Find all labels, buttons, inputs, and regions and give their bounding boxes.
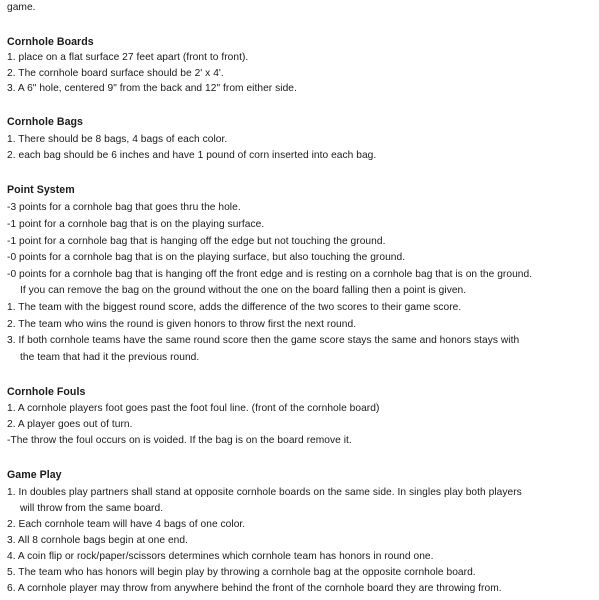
fouls-rule: 2. A player goes out of turn. xyxy=(7,419,133,430)
section-heading-fouls: Cornhole Fouls xyxy=(7,386,86,398)
fouls-rule: 1. A cornhole players foot goes past the foot foul line. (front of the cornhole board) xyxy=(7,403,380,414)
points-rule: -1 point for a cornhole bag that is on the playing surface. xyxy=(7,219,265,230)
points-rule-continuation: If you can remove the bag on the ground without the one on the board falling then a point is given. xyxy=(20,285,467,296)
boards-rule: 1. place on a flat surface 27 feet apart (front to front). xyxy=(7,52,249,63)
gameplay-rule: 4. A coin flip or rock/paper/scissors determines which cornhole team has honors in round one. xyxy=(7,551,434,562)
gameplay-rule: 6. A cornhole player may throw from anywhere behind the front of the cornhole board they are throwing from. xyxy=(7,583,502,594)
points-rule: 1. The team with the biggest round score, adds the difference of the two scores to their game score. xyxy=(7,302,462,313)
points-rule: -3 points for a cornhole bag that goes thru the hole. xyxy=(7,202,241,213)
gameplay-rule: 2. Each cornhole team will have 4 bags of one color. xyxy=(7,519,246,530)
points-rule: -1 point for a cornhole bag that is hanging off the edge but not touching the ground. xyxy=(7,236,386,247)
intro-text: game. xyxy=(7,2,36,13)
points-rule: 2. The team who wins the round is given honors to throw first the next round. xyxy=(7,319,357,330)
section-heading-points: Point System xyxy=(7,184,75,196)
gameplay-rule-continuation: will throw from the same board. xyxy=(20,503,164,514)
bags-rule: 2. each bag should be 6 inches and have 1 pound of corn inserted into each bag. xyxy=(7,150,377,161)
section-heading-boards: Cornhole Boards xyxy=(7,36,94,48)
gameplay-rule: 3. All 8 cornhole bags begin at one end. xyxy=(7,535,188,546)
bags-rule: 1. There should be 8 bags, 4 bags of each color. xyxy=(7,134,228,145)
gameplay-rule: 1. In doubles play partners shall stand at opposite cornhole boards on the same side. In singles play both players xyxy=(7,487,522,498)
section-heading-gameplay: Game Play xyxy=(7,469,62,481)
gameplay-rule: 5. The team who has honors will begin play by throwing a cornhole bag at the opposite cornhole board. xyxy=(7,567,476,578)
points-rule: 3. If both cornhole teams have the same round score then the game score stays the same and honors stays with xyxy=(7,335,520,346)
points-rule: -0 points for a cornhole bag that is on the playing surface, but also touching the ground. xyxy=(7,252,406,263)
points-rule-continuation: the team that had it the previous round. xyxy=(20,352,200,363)
points-rule: -0 points for a cornhole bag that is hanging off the front edge and is resting on a cornhole bag that is on the ground. xyxy=(7,269,533,280)
fouls-rule: -The throw the foul occurs on is voided. If the bag is on the board remove it. xyxy=(7,435,352,446)
boards-rule: 2. The cornhole board surface should be 2' x 4'. xyxy=(7,68,224,79)
section-heading-bags: Cornhole Bags xyxy=(7,116,83,128)
boards-rule: 3. A 6" hole, centered 9" from the back and 12" from either side. xyxy=(7,83,297,94)
